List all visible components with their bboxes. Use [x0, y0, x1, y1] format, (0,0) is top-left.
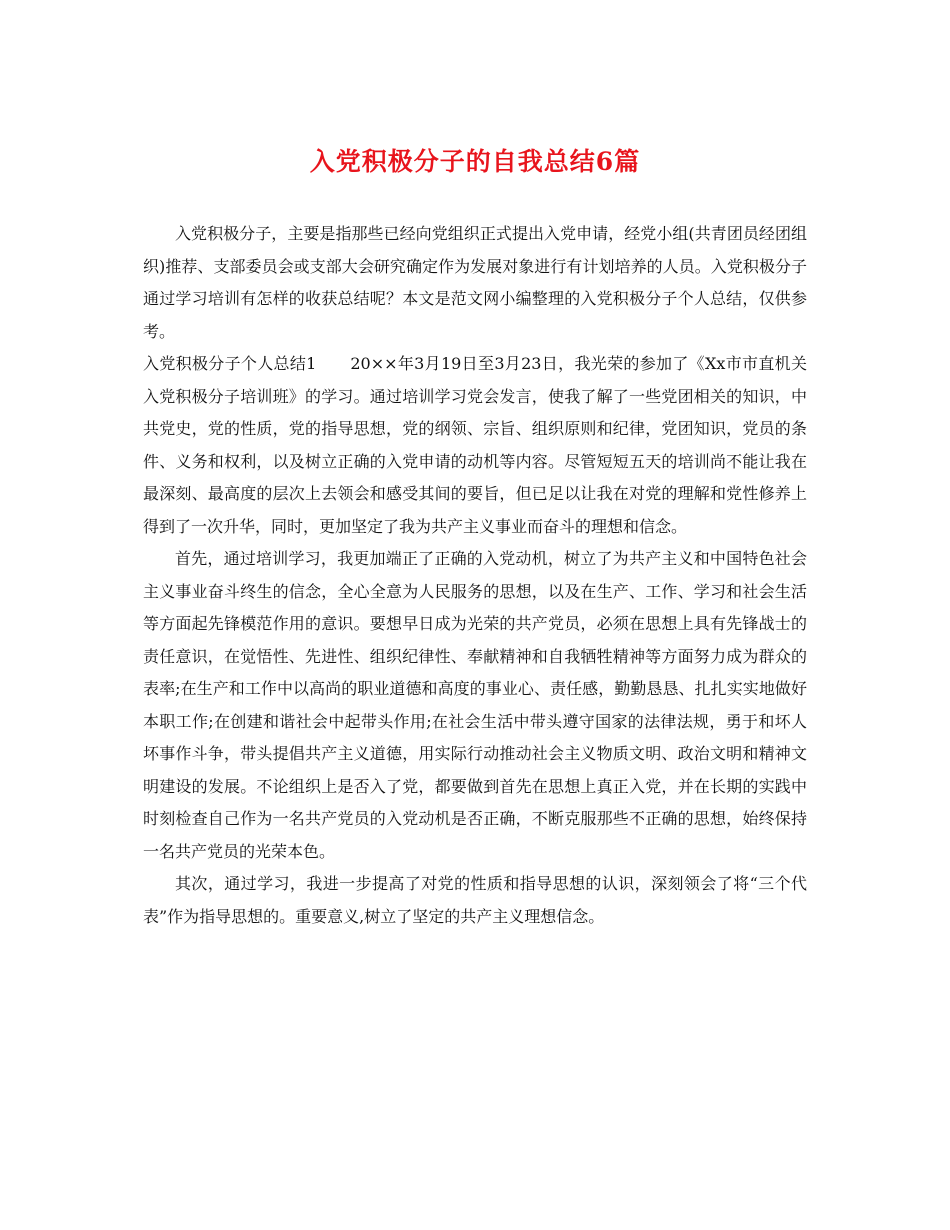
document-title: 入党积极分子的自我总结6篇 — [309, 147, 641, 176]
section-heading: 入党积极分子个人总结1 — [143, 354, 317, 373]
section-paragraph — [143, 348, 807, 543]
first-paragraph: 首先，通过培训学习，我更加端正了正确的入党动机，树立了为共产主义和中国特色社会主义事业奋斗终生的信念，全心全意为人民服务的思想，以及在生产、工作、学习和社会生活等方面起先锋模范作用的意识。要想早日成为光荣的共产党员，必须在思想上具有先锋战士的责任意识，在觉悟性、先进性、组织纪律性、奉献精神和自我牺牲精神等方面努力成为群众的表率;在生产和工作中以高尚的职业道德和高度的事业心、责任感，勤勤恳恳、扎扎实实地做好本职工作;在创建和谐社会中起带头作用;在社会生活中带头遵守国家的法律法规，勇于和坏人坏事作斗争，带头提倡共产主义道德，用实际行动推动社会主义物质文明、政治文明和精神文明建设的发展。不论组织上是否入了党，都要做到首先在思想上真正入党，并在长期的实践中时刻检查自己作为一名共产党员的入党动机是否正确，不断克服那些不正确的思想，始终保持一名共产党员的光荣本色。 — [143, 549, 807, 861]
second-paragraph: 其次，通过学习，我进一步提高了对党的性质和指导思想的认识，深刻领会了将“三个代表”作为指导思想的。重要意义,树立了坚定的共产主义理想信念。 — [143, 874, 807, 926]
section-body: 20××年3月19日至3月23日，我光荣的参加了《Xx市市直机关入党积极分子培训班》的学习。通过培训学习党会发言，使我了解了一些党团相关的知识，中共党史，党的性质，党的指导思想，党的纲领、宗旨、组织原则和纪律，党团知识，党员的条件、义务和权利，以及树立正确的入党申请的动机等内容。尽管短短五天的培训尚不能让我在最深刻、最高度的层次上去领会和感受其间的要旨，但已足以让我在对党的理解和党性修养上得到了一次升华，同时，更加坚定了我为共产主义事业而奋斗的理想和信念。 — [143, 354, 807, 536]
intro-paragraph: 入党积极分子，主要是指那些已经向党组织正式提出入党申请，经党小组(共青团员经团组织)推荐、支部委员会或支部大会研究确定作为发展对象进行有计划培养的人员。入党积极分子通过学习培训有怎样的收获总结呢？本文是范文网小编整理的入党积极分子个人总结，仅供参考。 — [143, 224, 807, 341]
document-body — [143, 218, 807, 933]
